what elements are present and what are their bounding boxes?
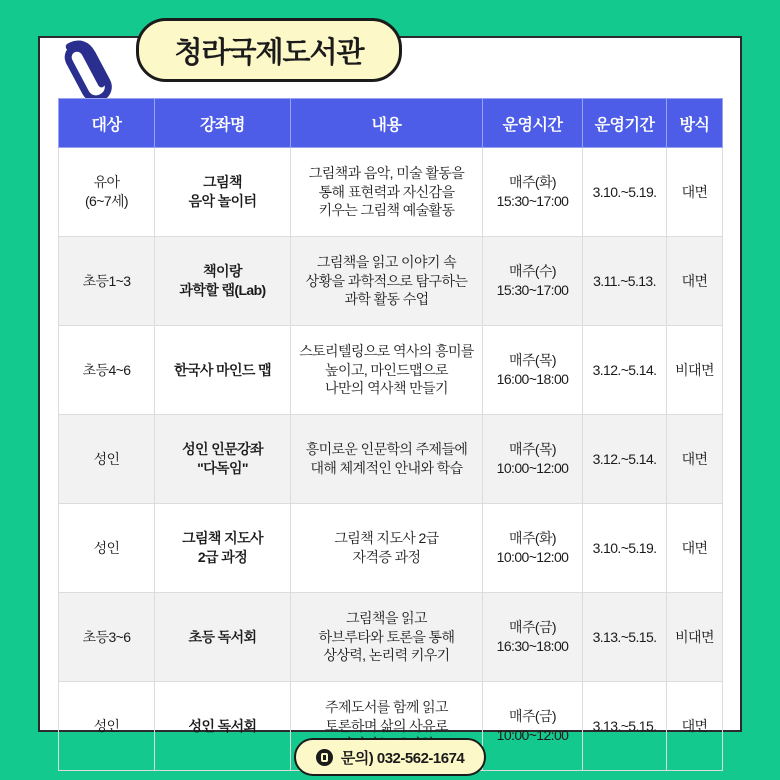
cell-line: 매주(목) xyxy=(509,441,556,458)
cell-lines xyxy=(293,164,480,221)
cell-line: 대면 xyxy=(681,450,708,467)
cell-line: 높이고, 마인드맵으로 xyxy=(325,361,448,378)
cell-line: 성인 독서회 xyxy=(188,717,257,734)
cell-line: 주제도서를 함께 읽고 xyxy=(325,698,448,715)
cell-period xyxy=(583,148,667,237)
cell-mode xyxy=(667,415,723,504)
cell-lines xyxy=(293,440,480,478)
cell-mode xyxy=(667,593,723,682)
cell-course xyxy=(155,504,291,593)
cell-line: 15:30~17:00 xyxy=(496,193,569,209)
cell-lines xyxy=(293,609,480,666)
cell-line: 유아 xyxy=(93,174,120,191)
cell-mode xyxy=(667,504,723,593)
cell-line: 나만의 역사책 만들기 xyxy=(325,380,448,397)
cell-lines xyxy=(485,440,580,478)
cell-lines xyxy=(485,173,580,211)
cell-line: 3.10.~5.19. xyxy=(592,183,657,200)
column-header-course: 강좌명 xyxy=(155,99,291,148)
table-row xyxy=(59,148,723,237)
footer xyxy=(0,738,780,776)
cell-lines xyxy=(61,628,152,647)
column-header-detail: 내용 xyxy=(291,99,483,148)
cell-line: 초등 독서회 xyxy=(188,628,257,645)
cell-detail xyxy=(291,326,483,415)
cell-line: 대해 체계적인 안내와 학습 xyxy=(310,460,463,476)
table-row xyxy=(59,326,723,415)
cell-line: 3.13.~5.15. xyxy=(592,717,657,734)
cell-line: 통해 표현력과 자신감을 xyxy=(318,183,455,200)
cell-mode xyxy=(667,148,723,237)
cell-line: 토론하며 삶의 사유로 xyxy=(325,717,448,734)
paperclip-icon xyxy=(58,30,128,106)
cell-target xyxy=(59,504,155,593)
cell-line: 매주(금) xyxy=(509,619,556,636)
cell-line: 초등3~6 xyxy=(82,628,131,645)
cell-line: 상상력, 논리력 키우기 xyxy=(323,647,450,664)
cell-line: 3.10.~5.19. xyxy=(592,539,657,556)
cell-lines xyxy=(157,361,288,380)
cell-period xyxy=(583,504,667,593)
schedule-table-area xyxy=(58,98,722,743)
cell-line: 매주(수) xyxy=(509,263,556,280)
cell-time xyxy=(483,593,583,682)
phone-icon xyxy=(316,749,333,766)
cell-lines xyxy=(157,628,288,647)
cell-mode xyxy=(667,326,723,415)
column-header-period: 운영기간 xyxy=(583,99,667,148)
cell-lines xyxy=(669,539,720,558)
cell-line: 성인 인문강좌 xyxy=(182,441,263,458)
cell-lines xyxy=(61,361,152,380)
cell-course xyxy=(155,415,291,504)
column-header-mode: 방식 xyxy=(667,99,723,148)
cell-target xyxy=(59,237,155,326)
cell-line: 비대면 xyxy=(675,361,714,378)
cell-line: 초등4~6 xyxy=(82,361,131,378)
table-row xyxy=(59,593,723,682)
column-header-target: 대상 xyxy=(59,99,155,148)
cell-detail xyxy=(291,148,483,237)
cell-line: 과학할 랩(Lab) xyxy=(179,282,266,298)
cell-line: 16:00~18:00 xyxy=(496,371,569,387)
cell-target xyxy=(59,415,155,504)
cell-line: 3.12.~5.14. xyxy=(592,450,657,467)
schedule-table xyxy=(58,98,723,771)
cell-line: 그림책 xyxy=(203,174,242,191)
cell-lines xyxy=(157,440,288,478)
table-body xyxy=(59,148,723,771)
cell-line: 그림책과 음악, 미술 활동을 xyxy=(308,164,465,181)
cell-line: 그림책을 읽고 xyxy=(346,609,427,626)
cell-line: 매주(목) xyxy=(509,352,556,369)
cell-line: 대면 xyxy=(681,272,708,289)
cell-line: 성인 xyxy=(93,450,120,467)
cell-lines xyxy=(585,717,664,736)
cell-target xyxy=(59,326,155,415)
cell-period xyxy=(583,593,667,682)
title-area xyxy=(0,18,780,86)
cell-period xyxy=(583,415,667,504)
table-header-row xyxy=(59,99,723,148)
cell-lines xyxy=(293,342,480,399)
cell-line: 3.11.~5.13. xyxy=(593,272,656,289)
cell-course xyxy=(155,237,291,326)
table-row xyxy=(59,237,723,326)
cell-lines xyxy=(585,272,664,291)
cell-lines xyxy=(585,183,664,202)
cell-lines xyxy=(585,539,664,558)
cell-course xyxy=(155,326,291,415)
cell-lines xyxy=(669,450,720,469)
cell-lines xyxy=(485,529,580,567)
cell-lines xyxy=(585,628,664,647)
cell-lines xyxy=(669,628,720,647)
cell-line: 3.12.~5.14. xyxy=(592,361,657,378)
cell-detail xyxy=(291,237,483,326)
cell-detail xyxy=(291,504,483,593)
cell-period xyxy=(583,237,667,326)
cell-lines xyxy=(61,717,152,736)
table-row xyxy=(59,415,723,504)
title-pill xyxy=(136,18,402,82)
cell-line: 그림책 지도사 xyxy=(182,530,263,547)
cell-line: 음악 놀이터 xyxy=(188,193,257,209)
cell-period xyxy=(583,326,667,415)
cell-line: 대면 xyxy=(681,183,708,200)
cell-mode xyxy=(667,237,723,326)
cell-course xyxy=(155,593,291,682)
cell-target xyxy=(59,593,155,682)
cell-lines xyxy=(61,272,152,291)
cell-lines xyxy=(61,539,152,558)
cell-lines xyxy=(157,262,288,300)
cell-line: 스토리텔링으로 역사의 흥미를 xyxy=(299,342,474,359)
cell-line: 하브루타와 토론을 통해 xyxy=(318,628,455,645)
cell-line: 대면 xyxy=(681,539,708,556)
cell-line: 2급 과정 xyxy=(197,549,248,565)
cell-line: 자격증 과정 xyxy=(352,549,421,565)
cell-line: 그림책 지도사 2급 xyxy=(334,530,439,547)
cell-line: 성인 xyxy=(93,717,120,734)
cell-lines xyxy=(61,173,152,211)
cell-time xyxy=(483,326,583,415)
cell-lines xyxy=(485,351,580,389)
cell-detail xyxy=(291,593,483,682)
cell-line: 한국사 마인드 맵 xyxy=(173,361,272,378)
cell-line: 10:00~12:00 xyxy=(496,549,569,565)
cell-line: 15:30~17:00 xyxy=(496,282,569,298)
cell-line: 성인 xyxy=(93,539,120,556)
cell-time xyxy=(483,415,583,504)
cell-time xyxy=(483,237,583,326)
cell-line: 그림책을 읽고 이야기 속 xyxy=(316,253,457,270)
cell-lines xyxy=(157,717,288,736)
cell-detail xyxy=(291,415,483,504)
cell-lines xyxy=(669,361,720,380)
cell-lines xyxy=(61,450,152,469)
cell-lines xyxy=(157,173,288,211)
page-title: 청라국제도서관 xyxy=(174,36,364,69)
cell-lines xyxy=(293,253,480,310)
cell-line: "다독임" xyxy=(197,460,248,476)
cell-line: 초등1~3 xyxy=(82,272,131,289)
cell-line: 상황을 과학적으로 탐구하는 xyxy=(305,272,468,289)
cell-line: 대면 xyxy=(681,717,708,734)
cell-line: 16:30~18:00 xyxy=(496,638,569,654)
contact-pill xyxy=(294,738,487,776)
cell-lines xyxy=(585,361,664,380)
cell-lines xyxy=(157,529,288,567)
cell-line: 매주(화) xyxy=(509,174,556,191)
cell-line: 책이랑 xyxy=(203,263,242,280)
cell-course xyxy=(155,148,291,237)
cell-lines xyxy=(669,272,720,291)
cell-lines xyxy=(485,618,580,656)
cell-line: 10:00~12:00 xyxy=(496,727,569,743)
cell-time xyxy=(483,504,583,593)
cell-line: 3.13.~5.15. xyxy=(592,628,657,645)
cell-lines xyxy=(293,529,480,567)
cell-lines xyxy=(485,262,580,300)
cell-target xyxy=(59,148,155,237)
column-header-time: 운영시간 xyxy=(483,99,583,148)
cell-line: 10:00~12:00 xyxy=(496,460,569,476)
cell-lines xyxy=(669,183,720,202)
cell-lines xyxy=(585,450,664,469)
cell-line: 매주(화) xyxy=(509,530,556,547)
cell-time xyxy=(483,148,583,237)
cell-lines xyxy=(669,717,720,736)
contact-text: 문의) 032-562-1674 xyxy=(340,749,465,767)
cell-line: 과학 활동 수업 xyxy=(344,291,429,308)
cell-line: 키우는 그림책 예술활동 xyxy=(318,202,455,219)
table-row xyxy=(59,504,723,593)
cell-line: 흥미로운 인문학의 주제들에 xyxy=(305,441,468,458)
cell-line: (6~7세) xyxy=(85,193,128,209)
cell-line: 매주(금) xyxy=(509,708,556,725)
cell-line: 비대면 xyxy=(675,628,714,645)
